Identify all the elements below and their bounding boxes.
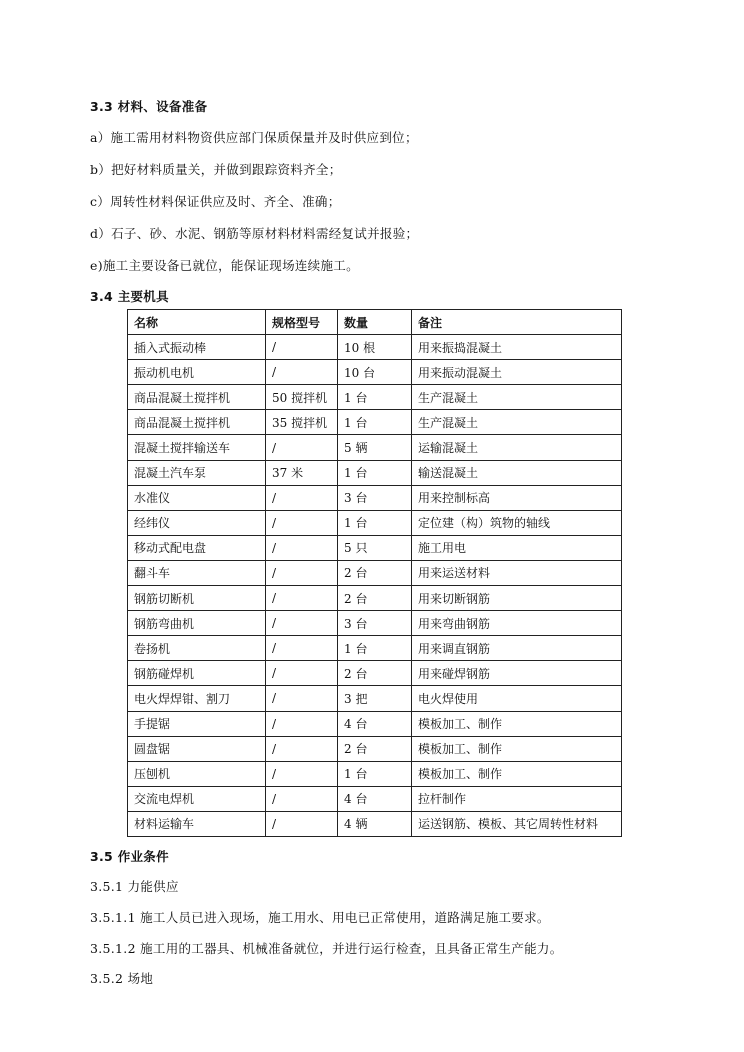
cell-quantity: 3 把 (338, 686, 412, 711)
section-3-5-title: 3.5 作业条件 (90, 849, 169, 864)
cell-remark: 施工用电 (412, 535, 622, 560)
cell-quantity: 5 辆 (338, 435, 412, 460)
cell-name: 材料运输车 (128, 811, 266, 836)
table-row (128, 761, 622, 786)
cell-name: 交流电焊机 (128, 786, 266, 811)
header-spec: 规格型号 (266, 310, 338, 335)
cell-quantity: 2 台 (338, 560, 412, 585)
cell-remark: 用来切断钢筋 (412, 586, 622, 611)
cell-remark: 用来弯曲钢筋 (412, 611, 622, 636)
materials-item-c: c）周转性材料保证供应及时、齐全、准确； (90, 194, 341, 209)
cell-quantity: 4 台 (338, 786, 412, 811)
cell-spec: / (266, 535, 338, 560)
cell-quantity: 5 只 (338, 535, 412, 560)
cell-spec: / (266, 510, 338, 535)
cell-spec: / (266, 636, 338, 661)
cell-spec: / (266, 736, 338, 761)
cell-remark: 生产混凝土 (412, 410, 622, 435)
cell-remark: 运送钢筋、模板、其它周转性材料 (412, 811, 622, 836)
cell-name: 插入式振动棒 (128, 335, 266, 360)
equipment-table-body (128, 335, 622, 837)
cell-quantity: 1 台 (338, 761, 412, 786)
cell-remark: 用来振捣混凝土 (412, 335, 622, 360)
table-row (128, 560, 622, 585)
cell-name: 商品混凝土搅拌机 (128, 385, 266, 410)
table-row (128, 435, 622, 460)
cell-name: 电火焊焊钳、割刀 (128, 686, 266, 711)
cell-name: 手提锯 (128, 711, 266, 736)
cell-name: 混凝土搅拌输送车 (128, 435, 266, 460)
header-remark: 备注 (412, 310, 622, 335)
condition-item-3-5-1-1: 3.5.1.1 施工人员已进入现场，施工用水、用电已正常使用，道路满足施工要求。 (90, 910, 550, 925)
cell-spec: / (266, 761, 338, 786)
table-row (128, 711, 622, 736)
table-row (128, 611, 622, 636)
table-row (128, 586, 622, 611)
cell-name: 水准仪 (128, 485, 266, 510)
cell-remark: 电火焊使用 (412, 686, 622, 711)
subsection-3-5-2: 3.5.2 场地 (90, 971, 154, 986)
cell-quantity: 1 台 (338, 385, 412, 410)
cell-name: 经纬仪 (128, 510, 266, 535)
cell-remark: 用来运送材料 (412, 560, 622, 585)
cell-quantity: 2 台 (338, 586, 412, 611)
cell-spec: / (266, 335, 338, 360)
cell-name: 翻斗车 (128, 560, 266, 585)
materials-item-d: d）石子、砂、水泥、钢筋等原材料材料需经复试并报验； (90, 226, 419, 241)
equipment-table (127, 309, 622, 837)
table-row (128, 385, 622, 410)
table-row (128, 811, 622, 836)
cell-name: 商品混凝土搅拌机 (128, 410, 266, 435)
section-3-4-title: 3.4 主要机具 (90, 289, 169, 304)
table-row (128, 736, 622, 761)
table-row (128, 786, 622, 811)
cell-remark: 生产混凝土 (412, 385, 622, 410)
table-row (128, 485, 622, 510)
cell-quantity: 1 台 (338, 636, 412, 661)
cell-name: 钢筋碰焊机 (128, 661, 266, 686)
cell-remark: 模板加工、制作 (412, 761, 622, 786)
table-row (128, 661, 622, 686)
table-row (128, 510, 622, 535)
cell-name: 钢筋弯曲机 (128, 611, 266, 636)
cell-quantity: 1 台 (338, 460, 412, 485)
materials-item-a: a）施工需用材料物资供应部门保质保量并及时供应到位； (90, 130, 418, 145)
cell-spec: / (266, 686, 338, 711)
cell-quantity: 2 台 (338, 736, 412, 761)
cell-spec: / (266, 811, 338, 836)
cell-quantity: 10 台 (338, 360, 412, 385)
cell-quantity: 3 台 (338, 611, 412, 636)
materials-item-b: b）把好材料质量关，并做到跟踪资料齐全； (90, 162, 342, 177)
cell-remark: 拉杆制作 (412, 786, 622, 811)
table-row (128, 636, 622, 661)
subsection-3-5-1: 3.5.1 力能供应 (90, 879, 179, 894)
cell-remark: 用来调直钢筋 (412, 636, 622, 661)
cell-remark: 模板加工、制作 (412, 711, 622, 736)
cell-spec: 35 搅拌机 (266, 410, 338, 435)
cell-name: 卷扬机 (128, 636, 266, 661)
cell-spec: 37 米 (266, 460, 338, 485)
table-row (128, 360, 622, 385)
cell-quantity: 1 台 (338, 510, 412, 535)
cell-remark: 用来振动混凝土 (412, 360, 622, 385)
table-row (128, 460, 622, 485)
cell-spec: 50 搅拌机 (266, 385, 338, 410)
cell-quantity: 10 根 (338, 335, 412, 360)
cell-name: 移动式配电盘 (128, 535, 266, 560)
materials-item-e: e)施工主要设备已就位，能保证现场连续施工。 (90, 258, 359, 273)
section-3-3-title: 3.3 材料、设备准备 (90, 99, 208, 114)
cell-quantity: 3 台 (338, 485, 412, 510)
cell-quantity: 4 台 (338, 711, 412, 736)
cell-remark: 用来控制标高 (412, 485, 622, 510)
cell-spec: / (266, 360, 338, 385)
cell-name: 振动机电机 (128, 360, 266, 385)
header-name: 名称 (128, 310, 266, 335)
cell-remark: 用来碰焊钢筋 (412, 661, 622, 686)
cell-spec: / (266, 586, 338, 611)
cell-remark: 模板加工、制作 (412, 736, 622, 761)
header-quantity: 数量 (338, 310, 412, 335)
table-row (128, 686, 622, 711)
table-row (128, 335, 622, 360)
cell-spec: / (266, 611, 338, 636)
table-row (128, 535, 622, 560)
condition-item-3-5-1-2: 3.5.1.2 施工用的工器具、机械准备就位，并进行运行检查，且具备正常生产能力。 (90, 941, 563, 956)
cell-remark: 输送混凝土 (412, 460, 622, 485)
cell-name: 混凝土汽车泵 (128, 460, 266, 485)
cell-name: 钢筋切断机 (128, 586, 266, 611)
cell-quantity: 4 辆 (338, 811, 412, 836)
cell-spec: / (266, 661, 338, 686)
cell-spec: / (266, 560, 338, 585)
table-header-row (128, 310, 622, 335)
cell-spec: / (266, 786, 338, 811)
cell-spec: / (266, 435, 338, 460)
cell-name: 圆盘锯 (128, 736, 266, 761)
cell-remark: 定位建（构）筑物的轴线 (412, 510, 622, 535)
cell-quantity: 1 台 (338, 410, 412, 435)
cell-remark: 运输混凝土 (412, 435, 622, 460)
cell-spec: / (266, 711, 338, 736)
cell-spec: / (266, 485, 338, 510)
table-row (128, 410, 622, 435)
cell-name: 压刨机 (128, 761, 266, 786)
cell-quantity: 2 台 (338, 661, 412, 686)
